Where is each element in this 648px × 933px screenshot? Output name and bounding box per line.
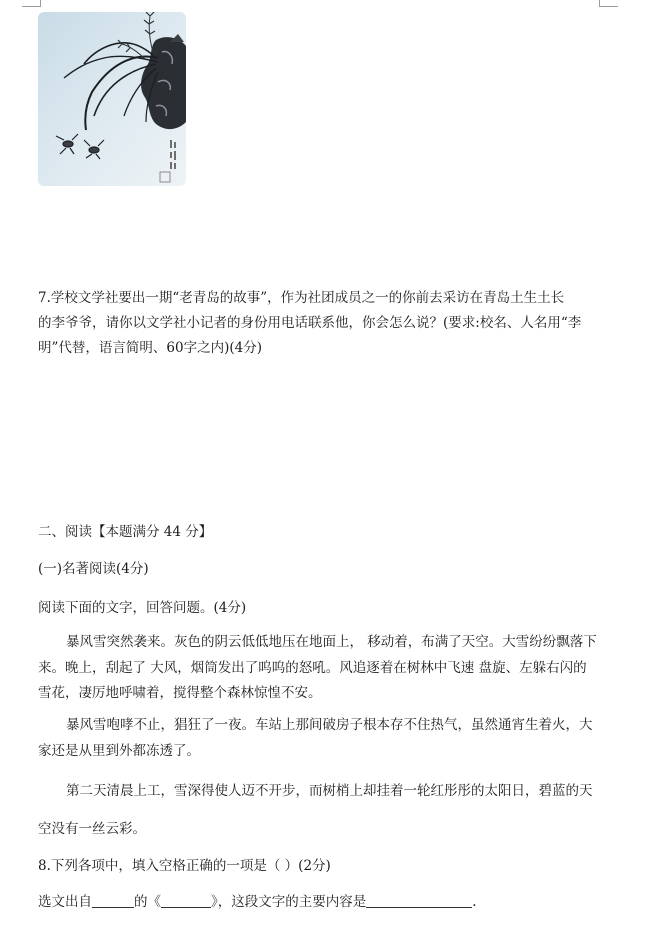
section-heading: 二、阅读【本题满分 44 分】 (38, 524, 213, 540)
book-title-blank (161, 894, 211, 909)
passage-paragraph-2: 暴风雪咆哮不止，猖狂了一夜。车站上那间破房子根本存不住热气，虽然通宵生着火，大家还是从里到外都冻透了。 (38, 717, 593, 759)
question-8-stem: 8.下列各项中，填入空格正确的一项是（ ）(2分) (38, 858, 331, 874)
passage-paragraph-3-line-1: 第二天清晨上工，雪深得使人迈不开步，而树梢上却挂着一轮红彤彤的太阳日，碧蓝的天 (66, 783, 593, 799)
question-7-line-1: 7.学校文学社要出一期“老青岛的故事”，作为社团成员之一的你前去采访在青岛土生土长 (38, 290, 565, 306)
passage-paragraph-1: 暴风雪突然袭来。灰色的阴云低低地压在地面上， 移动着，布满了天空。大雪纷纷飘落下来。晚上，刮起了 大风，烟筒发出了呜呜的怒吼。风追逐着在树林中飞速 盘旋、左躲右闪的雪花，凄厉地呼啸着，搅得整个森林惊惶不安。 (38, 634, 597, 701)
page-corner-mark (599, 0, 618, 7)
page-corner-mark (22, 0, 41, 7)
passage-paragraph-3-line-2: 空没有一丝云彩。 (38, 821, 146, 837)
author-blank (92, 894, 134, 909)
subsection-heading: (一)名著阅读(4分) (38, 561, 149, 577)
fill-end: . (472, 894, 477, 910)
fill-prefix: 选文出自 (38, 894, 92, 910)
main-content-blank (366, 894, 472, 909)
question-7-line-2: 的李爷爷，请你以文学社小记者的身份用电话联系他，你会怎么说？(要求:校名、人名用“李 (38, 315, 582, 331)
reading-instruction: 阅读下面的文字，回答问题。(4分) (38, 600, 247, 616)
question-7-line-3: 明”代替，语言简明、60字之内)(4分) (38, 340, 262, 356)
fill-mid-1: 的《 (134, 894, 161, 910)
orchid-painting-svg (38, 12, 186, 186)
question-8-fill-in (38, 890, 477, 910)
fill-mid-2: 》，这段文字的主要内容是 (211, 894, 367, 910)
ink-painting-image (38, 12, 186, 186)
